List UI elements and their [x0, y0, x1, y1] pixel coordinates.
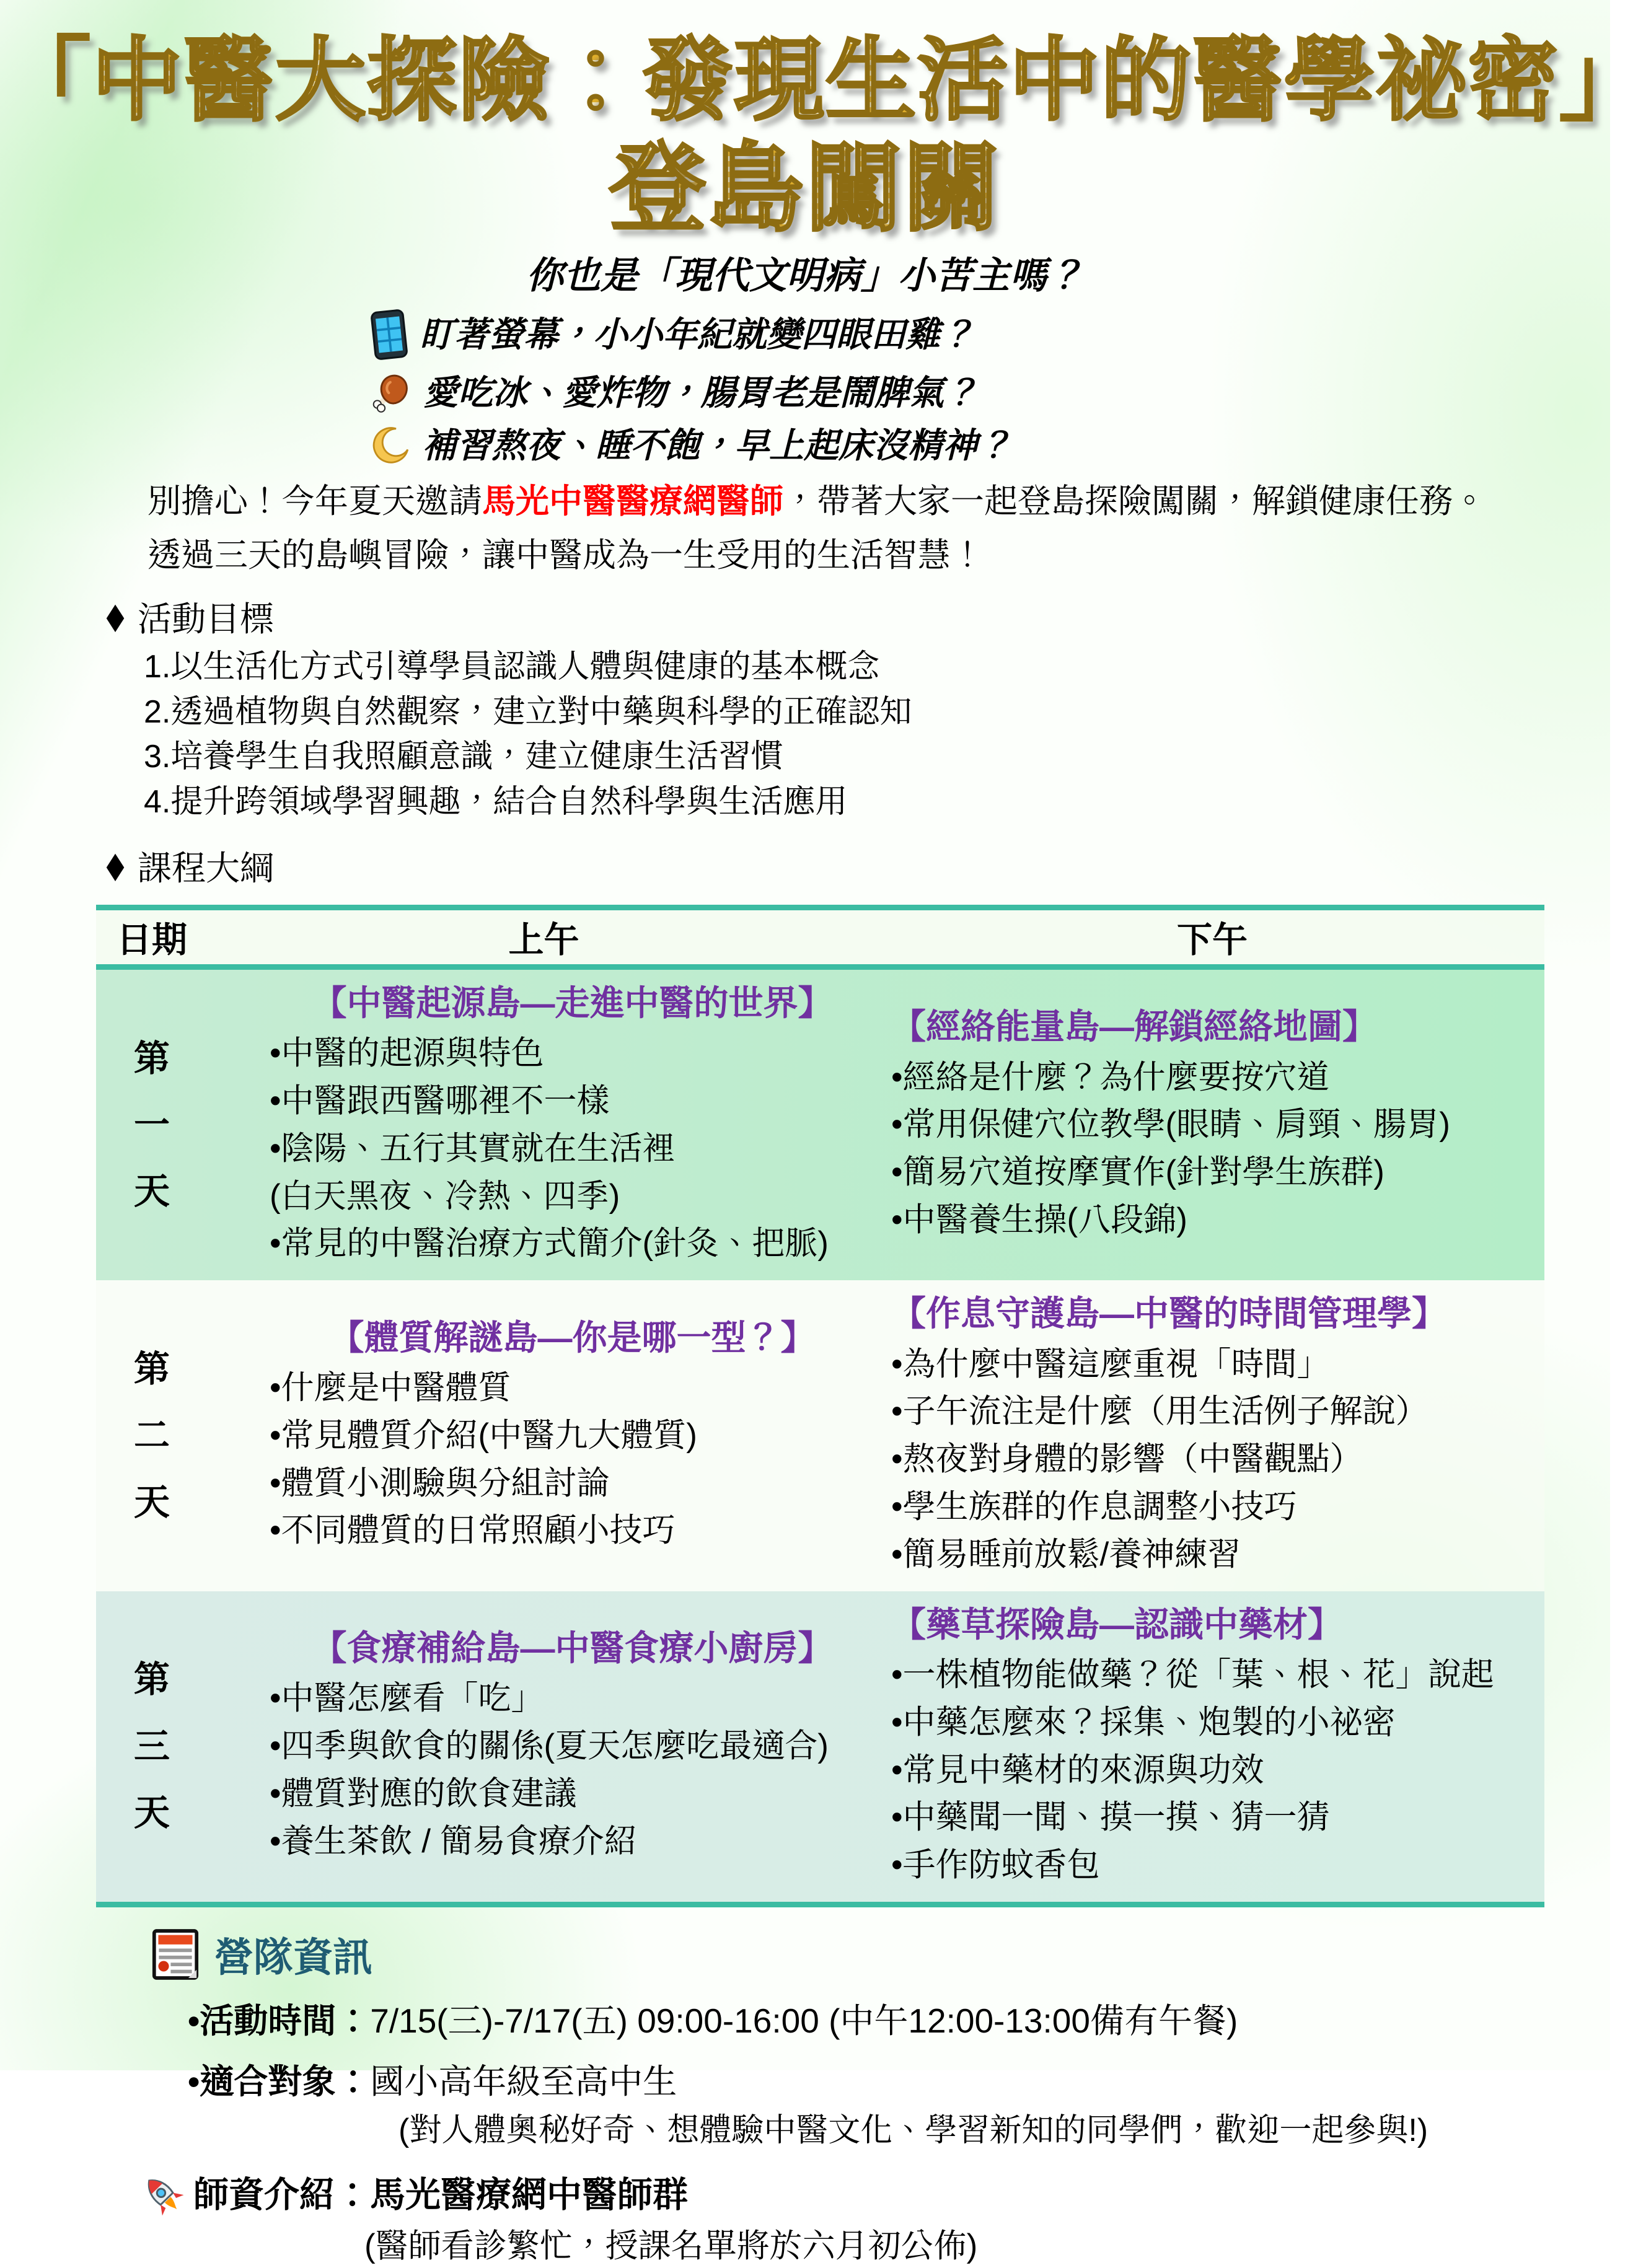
day2-label-cell: [96, 1280, 208, 1591]
course-item: •經絡是什麼？為什麼要按穴道: [891, 1058, 1330, 1096]
course-item: •手作防蚊香包: [891, 1847, 1100, 1884]
course-item: •養生茶飲 / 簡易食療介紹: [270, 1822, 637, 1860]
course-item: •中醫跟西醫哪裡不一樣: [270, 1082, 610, 1119]
intro-post: ，帶著大家一起登島探險闖關，解鎖健康任務。: [783, 482, 1486, 520]
activity-time-value: 7/15(三)-7/17(五) 09:00-16:00 (中午12:00-13:00備有午餐): [370, 2002, 1238, 2041]
course-item-list: [270, 1675, 875, 1865]
course-item: •四季與飲食的關係(夏天怎麼吃最適合): [270, 1728, 829, 1765]
day3-morning-cell: [208, 1591, 880, 1902]
course-item: •中醫怎麼看「吃」: [270, 1680, 544, 1717]
course-item: •簡易穴道按摩實作(針對學生族群): [891, 1154, 1385, 1191]
teacher-line: [141, 2173, 1610, 2217]
course-item-list: [270, 1365, 875, 1555]
activity-time-line: [188, 1999, 1610, 2044]
island-title: 【藥草探險島—認識中藥材】: [891, 1604, 1342, 1644]
goal-item: 3.培養學生自我照顧意識，建立健康生活習慣: [144, 739, 783, 775]
day2-morning-cell: [208, 1280, 880, 1591]
hook-item-food: [371, 373, 1313, 413]
title-line-1: 「中醫大探險：發現生活中的醫學祕密」: [0, 29, 1610, 133]
drumstick-icon: [371, 373, 411, 413]
hook-heading: 你也是「現代文明病」小苦主嗎？: [526, 254, 1084, 296]
course-item: •不同體質的日常照顧小技巧: [270, 1512, 676, 1549]
course-item: •什麼是中醫體質: [270, 1369, 511, 1406]
audience-note: (對人體奧秘好奇、想體驗中醫文化、學習新知的同學們，歡迎一起參與!): [398, 2112, 1429, 2149]
teacher-label: 師資介紹：: [193, 2174, 370, 2215]
course-item: (白天黑夜、冷熱、四季): [270, 1177, 620, 1215]
goals-heading: [103, 592, 1610, 641]
table-header: [96, 910, 1544, 970]
audience-label: •適合對象：: [188, 2062, 371, 2101]
day1-morning-cell: [208, 970, 880, 1280]
course-item: •一株植物能做藥？從「葉、根、花」說起: [891, 1656, 1494, 1693]
intro-line-1: [147, 475, 1610, 529]
course-item: •中醫的起源與特色: [270, 1035, 544, 1072]
table-row-day3: [96, 1591, 1544, 1902]
course-item: •常見的中醫治療方式簡介(針灸、把脈): [270, 1225, 829, 1262]
course-item: •體質小測驗與分組討論: [270, 1464, 610, 1501]
course-item: •子午流注是什麼（用生活例子解說）: [891, 1393, 1429, 1430]
day-label: 第二天: [133, 1349, 170, 1523]
hook-section: [297, 255, 1313, 465]
intro-highlight: 馬光中醫醫療網醫師: [482, 482, 783, 520]
column-header-morning: 上午: [508, 920, 579, 960]
course-item: •中藥聞一聞、摸一摸、猜一猜: [891, 1799, 1330, 1836]
course-item: •體質對應的飲食建議: [270, 1775, 577, 1813]
hook-item-screen: [371, 310, 1313, 359]
intro-paragraph: [147, 475, 1610, 583]
outline-heading-text: 課程大綱: [138, 848, 275, 887]
camp-info-section: [152, 1926, 1610, 2152]
audience-value: 國小高年級至高中生: [370, 2062, 677, 2101]
course-item: •中藥怎麼來？採集、炮製的小祕密: [891, 1703, 1396, 1741]
day2-afternoon-cell: [880, 1280, 1544, 1591]
title-line-2: 登島闖關: [0, 135, 1610, 244]
hook-item-text: 愛吃冰、愛炸物，腸胃老是鬧脾氣？: [423, 373, 979, 412]
outline-heading: [0, 841, 1610, 890]
course-item-list: [270, 1030, 875, 1268]
course-table: [96, 905, 1544, 1907]
hook-item-text: 補習熬夜、睡不飽，早上起床沒精神？: [422, 426, 1012, 465]
course-item: •陰陽、五行其實就在生活裡: [270, 1130, 676, 1167]
course-item: •常見中藥材的來源與功效: [891, 1751, 1264, 1788]
island-title: 【體質解謎島—你是哪一型？】: [329, 1317, 816, 1357]
activity-time-label: •活動時間：: [188, 2002, 371, 2041]
day-label: 第一天: [133, 1038, 170, 1212]
goal-item: 2.透過植物與自然觀察，建立對中藥與科學的正確認知: [144, 693, 912, 730]
goals-section: [0, 592, 1610, 825]
hook-item-text: 盯著螢幕，小小年紀就變四眼田雞？: [420, 315, 975, 354]
camp-info-heading: [152, 1926, 1610, 1983]
poster-title: [0, 0, 1651, 244]
goals-list: [144, 644, 1610, 825]
course-item: •學生族群的作息調整小技巧: [891, 1488, 1297, 1526]
moon-icon: [371, 426, 410, 465]
island-title: 【中醫起源島—走進中醫的世界】: [312, 983, 833, 1022]
hook-item-sleep: [371, 426, 1313, 465]
diamond-icon: ◆: [106, 845, 125, 886]
course-item-list: [891, 1341, 1539, 1579]
course-item: •熬夜對身體的影響（中醫觀點）: [891, 1441, 1363, 1478]
newspaper-icon: [152, 1928, 199, 1980]
goal-item: 1.以生活化方式引導學員認識人體與健康的基本概念: [144, 648, 880, 685]
teacher-note: (醫師看診繁忙，授課名單將於六月初公佈): [364, 2227, 978, 2264]
column-header-date: 日期: [117, 920, 187, 960]
camp-info-heading-text: 營隊資訊: [214, 1935, 372, 1980]
column-header-afternoon: 下午: [1177, 920, 1248, 960]
teacher-text: [193, 2174, 688, 2216]
teacher-value: 馬光醫療網中醫師群: [370, 2174, 688, 2215]
course-item: •簡易睡前放鬆/養神練習: [891, 1536, 1241, 1573]
day-label: 第三天: [133, 1659, 170, 1834]
table-row-day1: [96, 970, 1544, 1280]
goals-heading-text: 活動目標: [138, 599, 275, 638]
phone-icon: [371, 310, 407, 359]
island-title: 【經絡能量島—解鎖經絡地圖】: [891, 1007, 1377, 1047]
table-row-day2: [96, 1280, 1544, 1591]
course-item-list: [891, 1651, 1539, 1889]
audience-line: [188, 2060, 1610, 2104]
island-title: 【食療補給島—中醫食療小廚房】: [312, 1628, 833, 1668]
intro-line-2: 透過三天的島嶼冒險，讓中醫成為一生受用的生活智慧！: [147, 537, 984, 574]
day3-afternoon-cell: [880, 1591, 1544, 1902]
goal-item: 4.提升跨領域學習興趣，結合自然科學與生活應用: [144, 784, 848, 820]
intro-pre: 別擔心！今年夏天邀請: [147, 482, 482, 520]
course-item: •中醫養生操(八段錦): [891, 1202, 1187, 1239]
course-item: •常見體質介紹(中醫九大體質): [270, 1417, 697, 1454]
day1-label-cell: [96, 970, 208, 1280]
diamond-icon: ◆: [106, 596, 125, 636]
island-title: 【作息守護島—中醫的時間管理學】: [891, 1294, 1446, 1334]
course-item: •常用保健穴位教學(眼睛、肩頸、腸胃): [891, 1106, 1450, 1143]
day1-afternoon-cell: [880, 970, 1544, 1280]
course-item-list: [891, 1054, 1539, 1244]
teacher-section: [141, 2173, 1610, 2268]
day3-label-cell: [96, 1591, 208, 1902]
course-item: •為什麼中醫這麼重視「時間」: [891, 1345, 1330, 1382]
rocket-icon: [139, 2171, 187, 2218]
